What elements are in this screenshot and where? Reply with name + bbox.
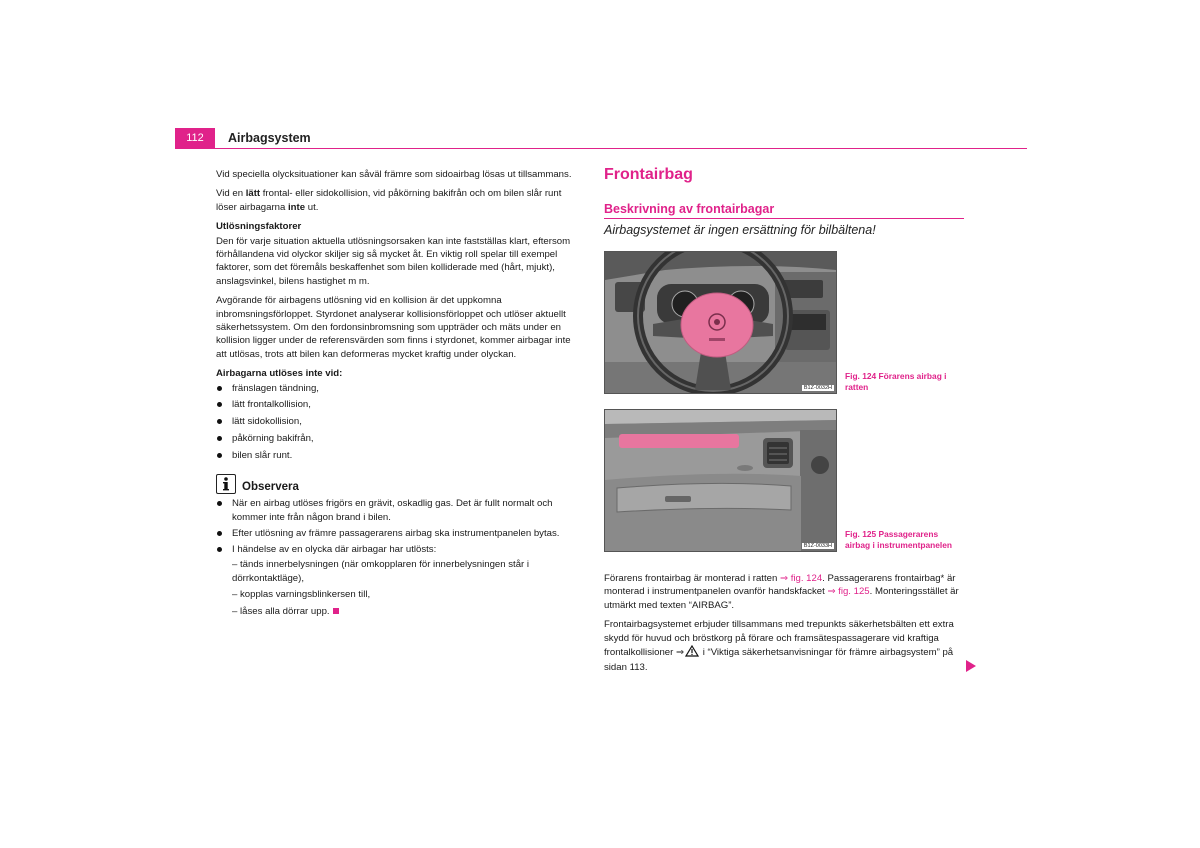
note-heading: [216, 474, 578, 494]
list-item: fränslagen tändning,: [216, 382, 578, 395]
dash-item: – tänds innerbelysningen (när omkopplaren för innerbelysningen står i dörrkontaktläge),: [232, 559, 530, 584]
paragraph: [604, 572, 966, 612]
continue-arrow-icon: [966, 659, 976, 677]
dash-item: – kopplas varningsblinkersen till,: [232, 589, 371, 601]
paragraph: [604, 618, 966, 675]
text: i “Viktiga säkerhetsanvisningar för främre airbagsystem” på sidan 113.: [604, 647, 954, 674]
paragraph: [216, 187, 578, 214]
subsection-rule: [604, 218, 964, 219]
list-item: lätt sidokollision,: [216, 415, 578, 428]
text: frontal- eller sidokollision, vid påkörning bakifrån och om bilen slår runt löser airbagarna: [216, 188, 562, 213]
figure-code: B1Z-0032H: [803, 385, 832, 391]
text: ut.: [305, 201, 319, 213]
text: Frontairbagsystemet erbjuder tillsammans med trepunkts säkerhetsbälten ett extra skydd för huvud och bröstkorg på förare och framsätespassagerare vid kraftiga frontalkollisioner ⇒: [604, 619, 954, 659]
paragraph: Avgörande för airbagens utlösning vid en kollision är det uppkomna inbromsningsförloppet. Styrdonet analyserar kollisionsförloppet och utlöser aktuellt säkerhetssystem. Om den fordonsinbromsning som uppträder och mäts under en kollision ligger under de referensvärden som finns i styrdonet, kommer airbagar inte att utlösas, trots att bilen kan deformeras mycket kraftig under olyckan.: [216, 295, 571, 360]
page-number: 112: [175, 128, 215, 149]
figure-caption: Fig. 125 Passagerarens airbag i instrumentpanelen: [845, 529, 953, 550]
paragraph: Vid speciella olycksituationer kan såväl främre som sidoairbag lösas ut tillsammans.: [216, 169, 572, 180]
list-item: bilen slår runt.: [216, 449, 578, 462]
figure-caption: Fig. 124 Förarens airbag i ratten: [845, 371, 947, 392]
left-column: [216, 168, 578, 621]
list-item: Efter utlösning av främre passagerarens airbag ska instrumentpanelen bytas.: [216, 527, 578, 540]
figure-steering-wheel: [604, 251, 837, 394]
info-icon: [216, 474, 236, 494]
figure-link[interactable]: ⇒ fig. 124: [779, 573, 823, 584]
list-item: påkörning bakifrån,: [216, 432, 578, 445]
list-item: I händelse av en olycka där airbagar har utlösts:: [216, 543, 578, 556]
subheading: Airbagarna utlöses inte vid:: [216, 368, 343, 380]
emphasis: lätt: [245, 188, 261, 200]
section-title: Frontairbag: [604, 166, 693, 183]
subsection-title: Beskrivning av frontairbagar: [604, 202, 775, 216]
figure-code: B1Z-0033H: [803, 543, 832, 549]
dashboard-illustration: [605, 410, 836, 551]
steering-wheel-illustration: [605, 252, 836, 393]
text: . Passagerarens frontairbag* är monterad i instrumentpanelen ovanför handskfacket: [604, 573, 956, 598]
emphasis: inte: [288, 201, 306, 213]
paragraph: Den för varje situation aktuella utlösningsorsaken kan inte fastställas klart, eftersom förhållandena vid olyckor skiljer sig så mycket åt. En viktig roll spelar till exempel faktorer, som det föremåls beskaffenhet som bilen kolliderade med (hårt, mjukt), anslagsvinkel, bilens hastighet m m.: [216, 235, 571, 287]
right-body-text: [604, 572, 966, 681]
warning-triangle-icon: [685, 645, 699, 661]
subheading: Utlösningsfaktorer: [216, 221, 302, 233]
text: Förarens frontairbag är monterad i ratten: [604, 573, 780, 584]
note-list: [216, 497, 578, 556]
lead-text: Airbagsystemet är ingen ersättning för bilbältena!: [604, 223, 876, 237]
figure-link[interactable]: ⇒ fig. 125: [827, 586, 870, 598]
figure-passenger-dashboard: [604, 409, 837, 552]
list-item: När en airbag utlöses frigörs en grävit, oskadlig gas. Det är fullt normalt och kommer inte från någon brand i bilen.: [216, 497, 578, 524]
text: Vid en: [216, 188, 246, 200]
note-title: Observera: [242, 480, 299, 493]
text: . Monteringsstället är utmärkt med texten “AIRBAG”.: [604, 586, 959, 611]
text: – låses alla dörrar upp.: [232, 605, 330, 617]
end-square-icon: [333, 608, 339, 614]
list-item: lätt frontalkollision,: [216, 398, 578, 411]
dash-item: [216, 605, 578, 618]
running-header: Airbagsystem: [228, 131, 311, 145]
bullet-list: [216, 382, 578, 463]
header-rule: [175, 148, 1027, 149]
right-column: [604, 166, 964, 237]
